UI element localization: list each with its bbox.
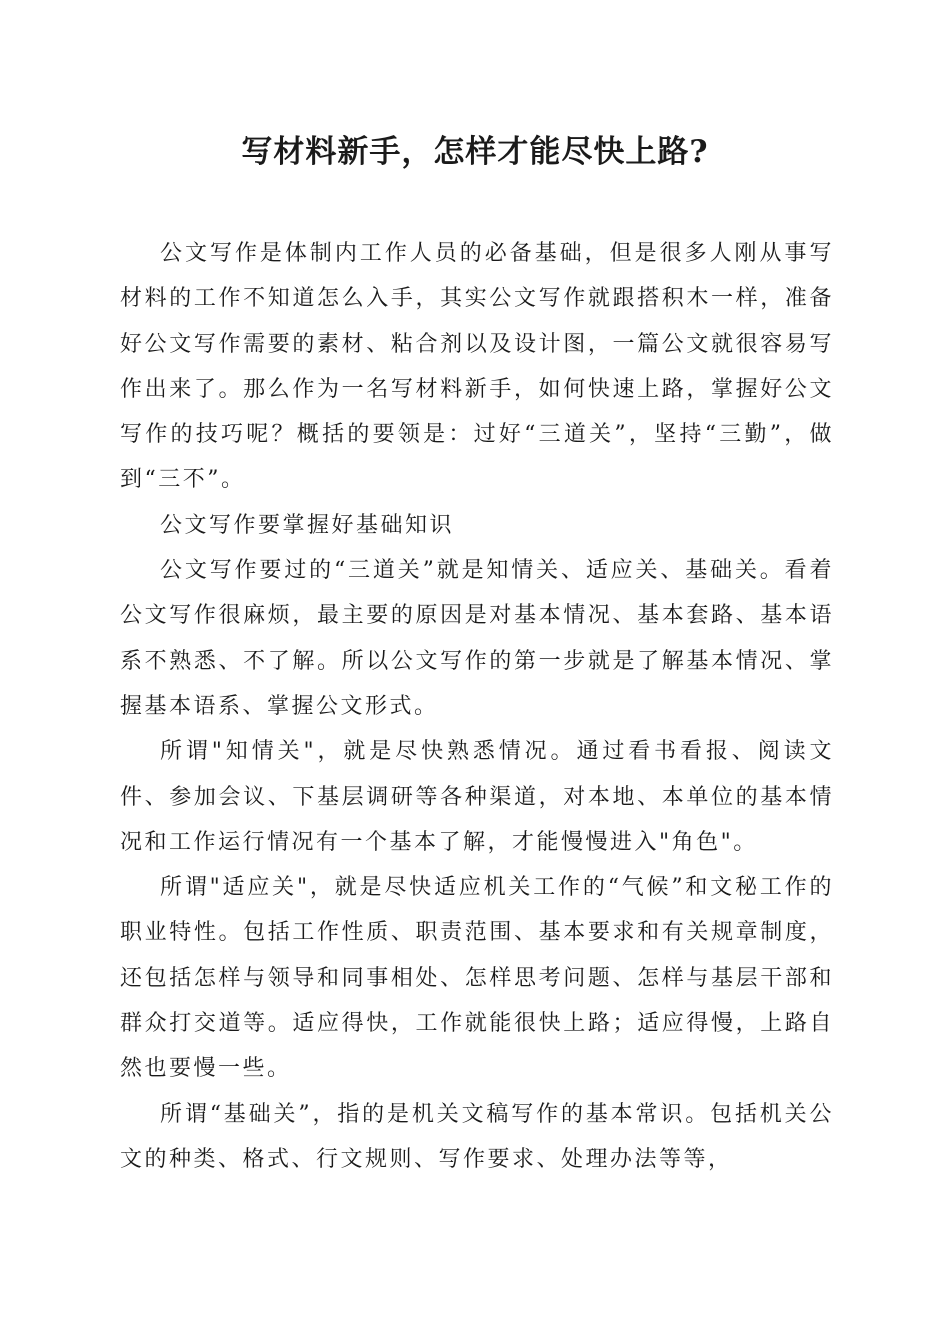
section-heading: 公文写作要掌握好基础知识 [160, 512, 455, 538]
paragraph-knowledge-gate: 所谓"知情关"，就是尽快熟悉情况。通过看书看报、阅读文件、参加会议、下基层调研等各种渠道，对本地、本单位的基本情况和工作运行情况有一个基本了解，才能慢慢进入"角色"。 [120, 739, 834, 855]
paragraph-adaptation-gate: 所谓"适应关"，就是尽快适应机关工作的“气候”和文秘工作的职业特性。包括工作性质、职责范围、基本要求和有关规章制度，还包括怎样与领导和同事相处、怎样思考问题、怎样与基层干部和群众打交道等。适应得快，工作就能很快上路；适应得慢，上路自然也要慢一些。 [120, 875, 834, 1082]
document-title: 写材料新手，怎样才能尽快上路? [241, 134, 709, 170]
document-body [120, 231, 834, 1182]
paragraph-three-gates: 公文写作要过的“三道关”就是知情关、适应关、基础关。看着公文写作很麻烦，最主要的原因是对基本情况、基本套路、基本语系不熟悉、不了解。所以公文写作的第一步就是了解基本情况、掌握基本语系、掌握公文形式。 [120, 558, 834, 719]
paragraph-intro: 公文写作是体制内工作人员的必备基础，但是很多人刚从事写材料的工作不知道怎么入手，其实公文写作就跟搭积木一样，准备好公文写作需要的素材、粘合剂以及设计图，一篇公文就很容易写作出来了。那么作为一名写材料新手，如何快速上路，掌握好公文写作的技巧呢？概括的要领是：过好“三道关”，坚持“三勤”，做到“三不”。 [120, 241, 834, 493]
paragraph-foundation-gate: 所谓“基础关”，指的是机关文稿写作的基本常识。包括机关公文的种类、格式、行文规则、写作要求、处理办法等等， [120, 1101, 834, 1172]
